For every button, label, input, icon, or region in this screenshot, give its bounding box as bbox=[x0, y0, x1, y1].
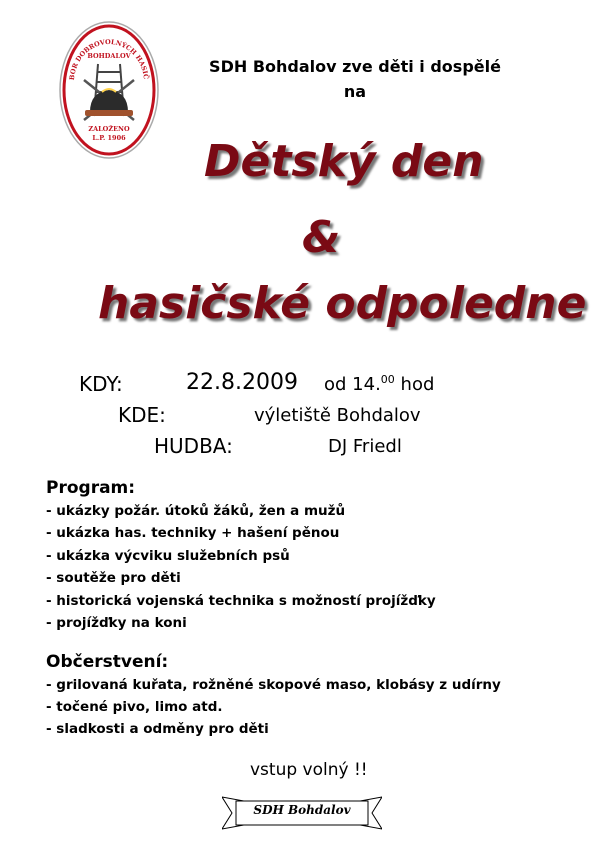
refreshments-item: - sladkosti a odměny pro děti bbox=[46, 721, 269, 737]
refreshments-item: - grilovaná kuřata, rožněné skopové maso, klobásy z udírny bbox=[46, 677, 501, 693]
refreshments-heading: Občerstvení: bbox=[46, 652, 169, 672]
where-value: výletiště Bohdalov bbox=[254, 405, 421, 426]
program-item: - soutěže pro děti bbox=[46, 570, 181, 586]
sdh-emblem-logo bbox=[58, 20, 160, 160]
invite-line-2: na bbox=[343, 82, 367, 101]
when-label: KDY: bbox=[79, 372, 123, 396]
footer-banner-text: SDH Bohdalov bbox=[253, 803, 351, 817]
event-date: 22.8.2009 bbox=[186, 370, 298, 395]
event-time-prefix: od 14. bbox=[324, 374, 381, 395]
event-time-minutes: 00 bbox=[380, 373, 395, 386]
emblem-graphic bbox=[58, 20, 160, 160]
program-item: - ukázka výcviku služebních psů bbox=[46, 548, 290, 564]
title-line-3: hasičské odpoledne bbox=[98, 278, 587, 329]
music-label: HUDBA: bbox=[154, 434, 233, 458]
invite-line-1: SDH Bohdalov zve děti i dospělé bbox=[209, 57, 501, 76]
where-label: KDE: bbox=[118, 403, 166, 427]
program-item: - ukázky požár. útoků žáků, žen a mužů bbox=[46, 503, 346, 519]
title-line-1: Dětský den bbox=[204, 136, 484, 187]
emblem-top-text: BOR DOBROVOLNÝCH HASIČ bbox=[67, 37, 150, 81]
emblem-founded-date: L.P. 1906 bbox=[92, 134, 126, 142]
emblem-middle-text: BOHDALOV bbox=[87, 52, 131, 60]
program-item: - ukázka has. techniky + hašení pěnou bbox=[46, 525, 340, 541]
entry-note: vstup volný !! bbox=[250, 760, 368, 780]
program-heading: Program: bbox=[46, 478, 136, 498]
program-item: - historická vojenská technika s možností projížďky bbox=[46, 593, 436, 609]
event-time bbox=[324, 374, 434, 395]
emblem-founded-label: ZALOŽENO bbox=[88, 125, 130, 133]
refreshments-item: - točené pivo, limo atd. bbox=[46, 699, 223, 715]
event-time-suffix: hod bbox=[400, 374, 435, 395]
title-line-2: & bbox=[302, 212, 341, 263]
music-value: DJ Friedl bbox=[328, 436, 402, 457]
program-item: - projížďky na koni bbox=[46, 615, 187, 631]
